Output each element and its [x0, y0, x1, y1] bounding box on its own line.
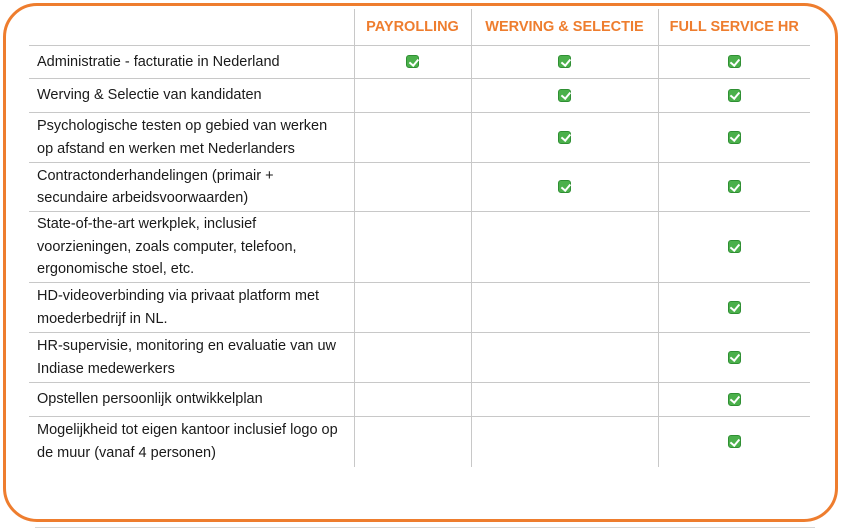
header-werving-selectie: WERVING & SELECTIE — [471, 9, 658, 46]
check-box-icon — [558, 89, 571, 102]
feature-cell — [29, 212, 354, 283]
check-box-icon — [728, 55, 741, 68]
feature-text-line: de muur (vanaf 4 personen) — [37, 444, 216, 461]
check-box-icon — [728, 393, 741, 406]
table-row — [29, 46, 810, 79]
feature-cell — [29, 163, 354, 212]
check-box-icon — [728, 351, 741, 364]
check-cell-werving-selectie — [471, 46, 658, 79]
bottom-divider — [35, 527, 815, 528]
check-cell-full-service-hr — [658, 383, 810, 417]
check-cell-payrolling — [354, 283, 471, 333]
table-row — [29, 417, 810, 467]
table-row — [29, 113, 810, 163]
feature-text-line: moederbedrijf in NL. — [37, 310, 168, 327]
table-row — [29, 212, 810, 283]
check-box-icon — [728, 131, 741, 144]
check-box-icon — [558, 131, 571, 144]
check-box-icon — [558, 180, 571, 193]
feature-cell — [29, 46, 354, 79]
feature-text-line: Opstellen persoonlijk ontwikkelplan — [37, 391, 263, 408]
check-cell-full-service-hr — [658, 79, 810, 113]
check-cell-werving-selectie — [471, 333, 658, 383]
check-box-icon — [728, 89, 741, 102]
feature-text-line: Indiase medewerkers — [37, 360, 175, 377]
feature-cell — [29, 113, 354, 163]
feature-text-line: ergonomische stoel, etc. — [37, 261, 195, 278]
feature-text-line: Mogelijkheid tot eigen kantoor inclusief logo op — [37, 422, 338, 439]
feature-text-line: Werving & Selectie van kandidaten — [37, 87, 262, 104]
header-full-service-hr: FULL SERVICE HR — [658, 9, 810, 46]
check-cell-werving-selectie — [471, 383, 658, 417]
check-cell-werving-selectie — [471, 113, 658, 163]
feature-text-line: op afstand en werken met Nederlanders — [37, 140, 295, 157]
table-row — [29, 383, 810, 417]
header-feature — [29, 9, 354, 46]
feature-cell — [29, 383, 354, 417]
check-cell-full-service-hr — [658, 46, 810, 79]
check-cell-werving-selectie — [471, 283, 658, 333]
feature-cell — [29, 283, 354, 333]
check-box-icon — [728, 240, 741, 253]
check-cell-werving-selectie — [471, 163, 658, 212]
feature-cell — [29, 79, 354, 113]
table-row — [29, 163, 810, 212]
check-cell-payrolling — [354, 417, 471, 467]
table-row — [29, 333, 810, 383]
check-box-icon — [728, 435, 741, 448]
check-cell-payrolling — [354, 383, 471, 417]
feature-cell — [29, 417, 354, 467]
feature-text-line: HD-videoverbinding via privaat platform met — [37, 288, 320, 304]
check-cell-werving-selectie — [471, 212, 658, 283]
feature-text-line: Psychologische testen op gebied van werken — [37, 118, 328, 134]
feature-text-line: voorzieningen, zoals computer, telefoon, — [37, 238, 297, 255]
feature-cell — [29, 333, 354, 383]
check-cell-full-service-hr — [658, 417, 810, 467]
check-cell-payrolling — [354, 46, 471, 79]
check-cell-payrolling — [354, 163, 471, 212]
check-cell-werving-selectie — [471, 417, 658, 467]
table-body — [29, 46, 810, 467]
service-comparison-table — [29, 9, 810, 467]
check-cell-full-service-hr — [658, 113, 810, 163]
header-payrolling: PAYROLLING — [354, 9, 471, 46]
check-box-icon — [728, 180, 741, 193]
check-cell-full-service-hr — [658, 163, 810, 212]
check-cell-payrolling — [354, 333, 471, 383]
check-cell-full-service-hr — [658, 283, 810, 333]
table-row — [29, 283, 810, 333]
check-cell-payrolling — [354, 113, 471, 163]
header-row — [29, 9, 810, 46]
check-cell-full-service-hr — [658, 212, 810, 283]
check-cell-werving-selectie — [471, 79, 658, 113]
check-box-icon — [558, 55, 571, 68]
feature-text-line: State-of-the-art werkplek, inclusief — [37, 216, 257, 233]
check-box-icon — [406, 55, 419, 68]
feature-text-line: secundaire arbeidsvoorwaarden) — [37, 190, 249, 206]
feature-text-line: Administratie - facturatie in Nederland — [37, 53, 280, 70]
check-cell-payrolling — [354, 212, 471, 283]
check-cell-payrolling — [354, 79, 471, 113]
check-box-icon — [728, 301, 741, 314]
feature-text-line: HR-supervisie, monitoring en evaluatie van uw — [37, 338, 337, 354]
table-row — [29, 79, 810, 113]
feature-text-line: Contractonderhandelingen (primair + — [37, 167, 274, 184]
check-cell-full-service-hr — [658, 333, 810, 383]
